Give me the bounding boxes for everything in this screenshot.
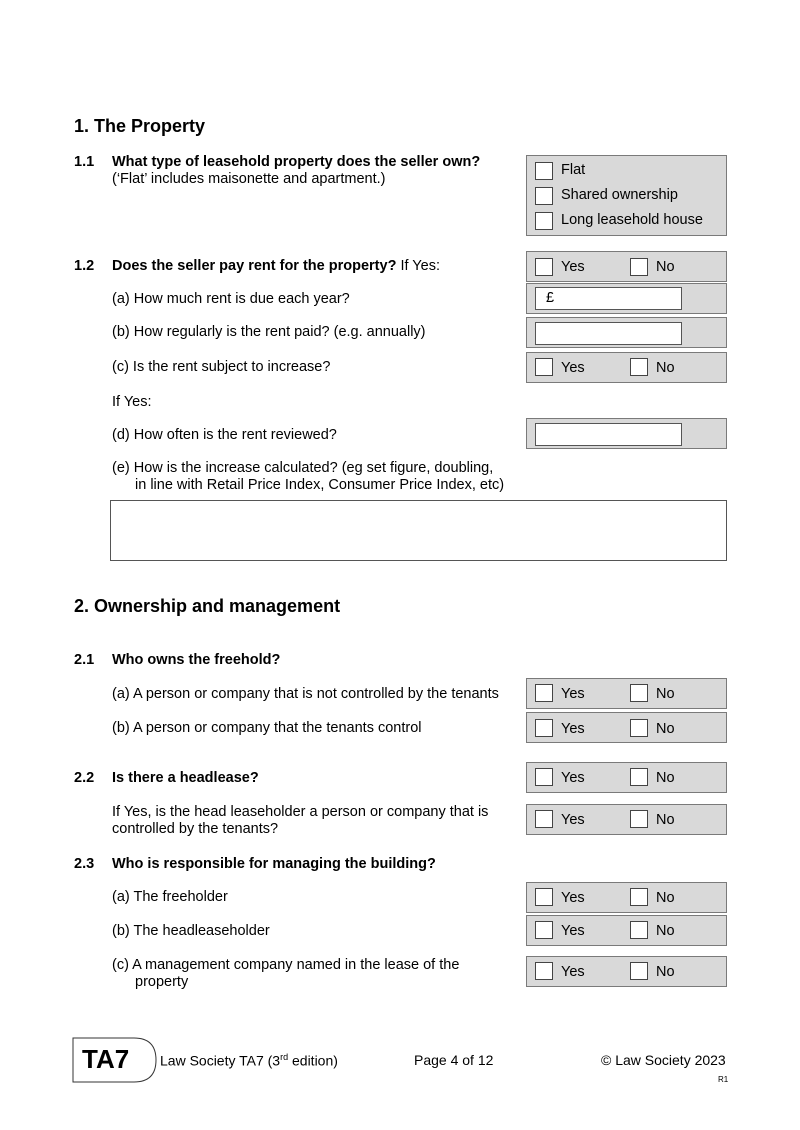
long-leasehold-house-label: Long leasehold house	[561, 212, 703, 228]
shared-ownership-checkbox[interactable]	[535, 187, 553, 205]
rent-increase-yes-checkbox[interactable]	[535, 358, 553, 376]
q2-1-a-label: (a) A person or company that is not controlled by the tenants	[112, 686, 499, 702]
rent-frequency-box	[526, 317, 727, 348]
q1-2-question-line	[112, 258, 440, 274]
yes-label: Yes	[561, 890, 585, 906]
q1-2-b-label: (b) How regularly is the rent paid? (e.g. annually)	[112, 324, 426, 340]
pays-rent-box	[526, 251, 727, 282]
no-label: No	[656, 686, 675, 702]
managed-by-company-yes-checkbox[interactable]	[535, 962, 553, 980]
shared-ownership-label: Shared ownership	[561, 187, 678, 203]
managed-by-freeholder-yes-checkbox[interactable]	[535, 888, 553, 906]
q1-1-question: What type of leasehold property does the seller own?	[112, 154, 481, 170]
ta7-badge: TA7	[82, 1044, 130, 1074]
q2-3-a-label: (a) The freeholder	[112, 889, 228, 905]
managed-by-headleaseholder-box	[526, 915, 727, 946]
copyright: © Law Society 2023	[601, 1052, 726, 1068]
headleaseholder-controlled-yes-checkbox[interactable]	[535, 810, 553, 828]
yes-label: Yes	[561, 360, 585, 376]
no-label: No	[656, 770, 675, 786]
pays-rent-no-checkbox[interactable]	[630, 258, 648, 276]
freehold-tenant-controlled-no-checkbox[interactable]	[630, 719, 648, 737]
headleaseholder-controlled-box	[526, 804, 727, 835]
pays-rent-yes-checkbox[interactable]	[535, 258, 553, 276]
yes-label: Yes	[561, 259, 585, 275]
managed-by-freeholder-box	[526, 882, 727, 913]
headlease-box	[526, 762, 727, 793]
q2-3-number: 2.3	[74, 856, 95, 872]
form-name-main: Law Society TA7 (3	[160, 1052, 281, 1069]
rent-review-input[interactable]	[535, 423, 682, 446]
headleaseholder-controlled-no-checkbox[interactable]	[630, 810, 648, 828]
q1-2-e-label-line1: (e) How is the increase calculated? (eg set figure, doubling,	[112, 460, 494, 476]
managed-by-headleaseholder-no-checkbox[interactable]	[630, 921, 648, 939]
yes-label: Yes	[561, 923, 585, 939]
long-leasehold-house-checkbox[interactable]	[535, 212, 553, 230]
rent-review-box	[526, 418, 727, 449]
form-name	[160, 1052, 338, 1069]
managed-by-headleaseholder-yes-checkbox[interactable]	[535, 921, 553, 939]
freehold-tenant-controlled-box	[526, 712, 727, 743]
rent-increase-box	[526, 352, 727, 383]
headlease-yes-checkbox[interactable]	[535, 768, 553, 786]
q2-3-question: Who is responsible for managing the building?	[112, 856, 436, 872]
rent-increase-no-checkbox[interactable]	[630, 358, 648, 376]
if-yes-label: If Yes:	[112, 394, 152, 410]
managed-by-company-box	[526, 956, 727, 987]
no-label: No	[656, 890, 675, 906]
freehold-not-controlled-box	[526, 678, 727, 709]
flat-label: Flat	[561, 162, 586, 178]
q1-2-e-label-line2: in line with Retail Price Index, Consumer Price Index, etc)	[135, 477, 505, 493]
yes-label: Yes	[561, 770, 585, 786]
headlease-no-checkbox[interactable]	[630, 768, 648, 786]
q2-2-question: Is there a headlease?	[112, 770, 259, 786]
q2-2-number: 2.2	[74, 770, 95, 786]
form-name-sup: rd	[280, 1052, 289, 1062]
form-name-edition: edition)	[288, 1052, 338, 1069]
yes-label: Yes	[561, 812, 585, 828]
q2-1-number: 2.1	[74, 652, 95, 668]
q2-3-c-label-line2: property	[135, 974, 189, 990]
q2-1-b-label: (b) A person or company that the tenants control	[112, 720, 422, 736]
q2-2-sub-line2: controlled by the tenants?	[112, 821, 279, 837]
freehold-not-controlled-no-checkbox[interactable]	[630, 684, 648, 702]
managed-by-company-no-checkbox[interactable]	[630, 962, 648, 980]
freehold-not-controlled-yes-checkbox[interactable]	[535, 684, 553, 702]
q1-1-note: (‘Flat’ includes maisonette and apartment.)	[112, 171, 386, 187]
page-number: Page 4 of 12	[414, 1052, 494, 1068]
no-label: No	[656, 360, 675, 376]
rent-amount-box	[526, 283, 727, 314]
freehold-tenant-controlled-yes-checkbox[interactable]	[535, 719, 553, 737]
revision-mark: R1	[718, 1075, 729, 1084]
yes-label: Yes	[561, 964, 585, 980]
q2-1-question: Who owns the freehold?	[112, 652, 281, 668]
increase-calculation-textarea[interactable]	[110, 500, 727, 561]
section-2-title: 2. Ownership and management	[74, 596, 341, 616]
q1-2-d-label: (d) How often is the rent reviewed?	[112, 427, 337, 443]
yes-label: Yes	[561, 686, 585, 702]
q1-2-a-label: (a) How much rent is due each year?	[112, 291, 350, 307]
q1-2-suffix: If Yes:	[396, 258, 440, 274]
q2-3-c-label-line1: (c) A management company named in the lease of the	[112, 957, 460, 973]
rent-amount-input[interactable]	[535, 287, 682, 310]
managed-by-freeholder-no-checkbox[interactable]	[630, 888, 648, 906]
no-label: No	[656, 812, 675, 828]
no-label: No	[656, 259, 675, 275]
q1-2-number: 1.2	[74, 258, 95, 274]
rent-frequency-input[interactable]	[535, 322, 682, 345]
q2-2-sub-line1: If Yes, is the head leaseholder a person or company that is	[112, 804, 489, 820]
q1-2-c-label: (c) Is the rent subject to increase?	[112, 359, 331, 375]
no-label: No	[656, 721, 675, 737]
property-type-box	[526, 155, 727, 236]
no-label: No	[656, 923, 675, 939]
currency-symbol: £	[546, 290, 555, 306]
yes-label: Yes	[561, 721, 585, 737]
flat-checkbox[interactable]	[535, 162, 553, 180]
q2-3-b-label: (b) The headleaseholder	[112, 923, 270, 939]
q1-2-question: Does the seller pay rent for the property?	[112, 258, 397, 274]
section-1-title: 1. The Property	[74, 116, 206, 136]
q1-1-number: 1.1	[74, 154, 95, 170]
no-label: No	[656, 964, 675, 980]
